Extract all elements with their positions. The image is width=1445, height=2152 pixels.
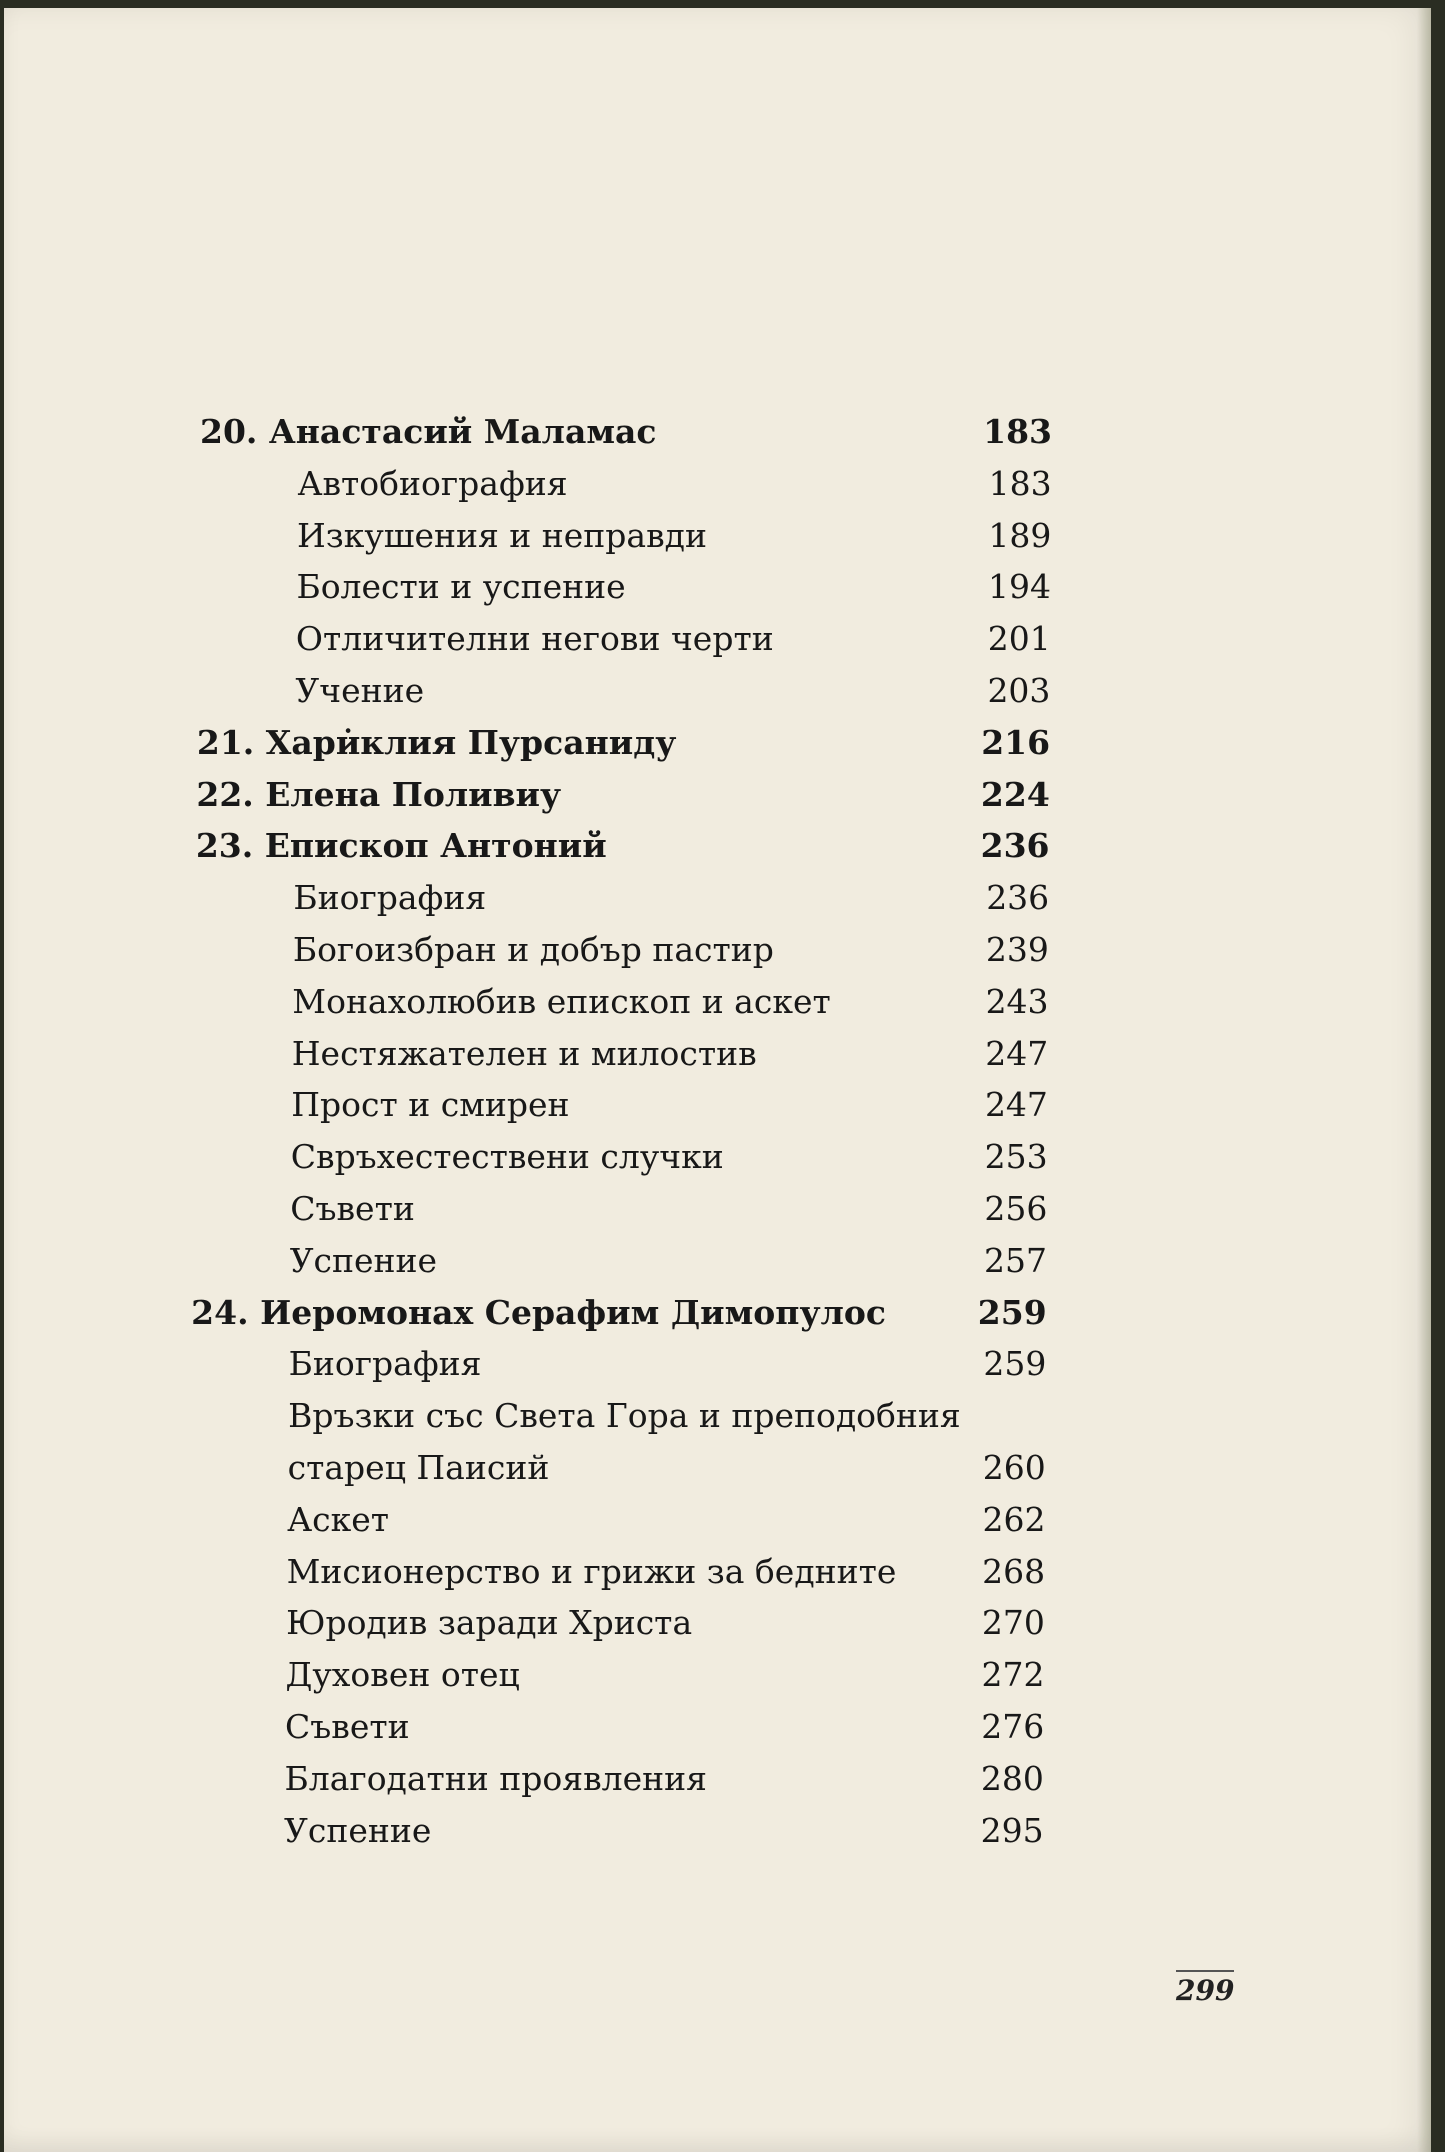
toc-subsection-row [292,1028,1048,1080]
toc-entry-page: 280 [980,1758,1044,1798]
toc-entry-page: 256 [984,1189,1048,1228]
toc-entry-title: Биография [293,878,487,918]
toc-entry-page: 239 [985,930,1049,969]
toc-subsection-row [296,561,1051,613]
toc-subsection-row [286,1649,1045,1701]
toc-entry-page: 259 [983,1344,1047,1384]
toc-entry-title: Свръхестествени случки [290,1137,724,1177]
toc-chapter-row [191,1287,1047,1339]
toc-entry-page: 276 [981,1707,1045,1746]
toc-subsection-row [290,1183,1047,1235]
toc-entry-title: Биография [288,1344,482,1384]
toc-entry-page: 243 [985,981,1049,1021]
toc-entry-page: 183 [988,463,1052,503]
toc-entry-page: 236 [986,878,1050,918]
toc-chapter-row [197,717,1050,769]
toc-subsection-row [291,1079,1048,1131]
toc-subsection-row [297,458,1051,510]
toc-chapter-row [196,820,1050,872]
toc-entry-title: 23. Епископ Антоний [195,826,607,866]
toc-entry-title: старец Паисий [287,1448,550,1487]
toc-entry-title: Отличителни негови черти [295,619,774,659]
toc-entry-title: Юродив заради Христа [286,1603,693,1643]
toc-entry-page: 259 [977,1292,1047,1332]
toc-entry-title: 21. Хари̇клия Пурсаниду [196,722,677,762]
toc-subsection-row [297,510,1051,562]
toc-entry-page: 183 [983,412,1052,451]
toc-entry-title: 20. Анастасий Маламас [200,412,657,451]
toc-subsection-row [287,1494,1045,1546]
toc-entry-page: 270 [981,1603,1045,1643]
toc-entry-page: 189 [988,515,1052,555]
toc-entry-page: 216 [981,722,1051,762]
toc-subsection-row [291,1131,1048,1183]
toc-entry-title: Съвети [285,1707,410,1746]
toc-entry-title: 22. Елена Поливиу [196,774,562,814]
book-page [4,8,1431,2152]
toc-entry-page: 203 [987,671,1051,710]
toc-entry-title: Учение [295,671,425,710]
toc-chapter-row [196,769,1049,821]
toc-subsection-row [293,924,1049,976]
toc-entry-page: 224 [980,774,1050,814]
toc-subsection-row [285,1753,1044,1805]
toc-entry-title: Изкушения и неправди [296,515,707,555]
toc-entry-title: Съвети [290,1189,415,1228]
toc-chapter-row [200,406,1052,458]
toc-subsection-row [295,665,1050,717]
toc-subsection-row [285,1701,1044,1753]
toc-entry-title: 24. Иеромонах Серафим Димопулос [191,1292,886,1332]
toc-entry-page: 295 [980,1810,1044,1850]
toc-entry-page: 272 [981,1655,1045,1695]
toc-entry-page: 236 [980,826,1050,866]
toc-entry-page: 260 [982,1448,1046,1487]
toc-subsection-row [284,1805,1044,1857]
toc-entry-page: 268 [982,1551,1046,1591]
toc-entry-title: Мисионерство и грижи за бедните [286,1551,897,1591]
toc-entry-page: 194 [988,567,1052,607]
toc-entry-title: Благодатни проявления [284,1758,707,1798]
toc-entry-page: 253 [984,1137,1048,1177]
toc-entry-page: 247 [985,1033,1049,1073]
toc-subsection-row [288,1442,1046,1494]
table-of-contents [4,8,1431,2152]
toc-entry-page: 262 [982,1499,1046,1539]
toc-subsection-row [292,976,1048,1028]
toc-entry-title: Духовен отец [285,1655,520,1695]
page-number: 299 [1176,1970,1234,2008]
toc-entry-title: Богоизбран и добър пастир [292,930,774,969]
toc-entry-page: 201 [987,619,1051,659]
toc-subsection-row [296,613,1051,665]
toc-entry-title: Прост и смирен [291,1085,570,1125]
toc-entry-title: Монахолюбив епископ и аскет [292,981,831,1021]
toc-subsection-row [290,1235,1047,1287]
toc-entry-title: Връзки със Света Гора и преподобния [288,1396,961,1436]
toc-entry-page: 257 [984,1240,1048,1280]
toc-entry-page: 247 [984,1085,1048,1125]
toc-entry-title: Нестяжателен и милостив [291,1033,757,1073]
toc-subsection-row [289,1338,1047,1390]
toc-entry-title: Автобиография [297,463,568,503]
toc-entry-title: Болести и успение [296,567,626,607]
toc-subsection-row [288,1390,1046,1442]
toc-entry-title: Успение [284,1810,432,1850]
toc-subsection-row [287,1546,1046,1598]
toc-subsection-row [286,1597,1045,1649]
toc-subsection-row [293,872,1049,924]
toc-entry-title: Аскет [287,1499,389,1539]
toc-entry-title: Успение [289,1240,438,1280]
